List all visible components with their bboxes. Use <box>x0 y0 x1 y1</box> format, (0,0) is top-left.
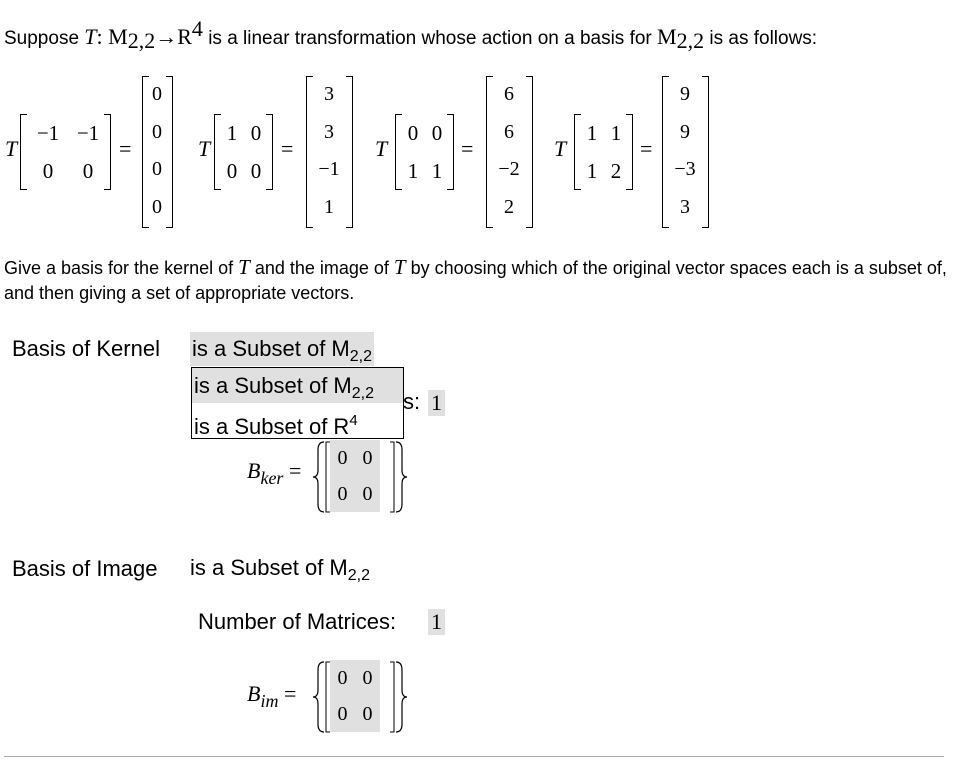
intro-domain-sub: 2,2 <box>127 28 156 53</box>
eq3-m11: 1 <box>431 159 443 183</box>
instructions-T-2: T <box>393 255 406 279</box>
eq3-m10: 1 <box>407 159 419 183</box>
eq1-vector <box>148 76 166 226</box>
intro-pre: Suppose <box>4 28 85 49</box>
instructions-part-3: by choosing which of the original vector spaces each is a subset of, and then giving a set of appropriate vectors. <box>4 258 947 303</box>
intro-post: is as follows: <box>704 28 818 49</box>
eq1-v3: 0 <box>152 195 162 218</box>
eq3-m00: 0 <box>407 121 419 145</box>
image-m10[interactable]: 0 <box>337 703 348 725</box>
eq2-right-bracket <box>266 114 273 190</box>
image-select-text: is a Subset of M <box>190 555 348 580</box>
eq1-v0: 0 <box>152 83 162 105</box>
eq4-T: T <box>554 136 567 161</box>
eq3-v2: −2 <box>498 158 520 180</box>
eq2-v2: −1 <box>318 158 340 180</box>
image-count-input[interactable]: 1 <box>428 609 445 635</box>
eq1-m01: −1 <box>76 121 100 145</box>
option-r4-sup: 4 <box>349 412 358 429</box>
eq2-vector <box>312 76 346 226</box>
eq1-T: T <box>5 136 18 161</box>
kernel-count-label: s: <box>403 389 421 414</box>
eq2-equals: = <box>281 136 294 161</box>
image-basis-B: B <box>247 681 261 706</box>
kernel-count-input[interactable]: 1 <box>428 390 445 416</box>
option-r4-text: is a Subset of R <box>194 414 350 439</box>
eq2-v1: 3 <box>324 120 334 143</box>
kernel-basis-label <box>247 458 301 489</box>
eq1-vec-right-bracket <box>166 76 173 228</box>
kernel-basis-equals: = <box>288 458 302 483</box>
eq4-vec-right-bracket <box>702 76 709 228</box>
bottom-divider <box>4 756 944 757</box>
eq3-v3: 2 <box>504 195 514 218</box>
instructions-T-1: T <box>238 255 250 279</box>
kernel-basis-sub: ker <box>260 468 284 488</box>
option-subset-m22[interactable] <box>192 368 403 403</box>
kernel-label: Basis of Kernel <box>12 336 160 361</box>
eq1-m10: 0 <box>42 159 54 183</box>
intro-arrow: →R <box>155 24 192 49</box>
eq2-v0: 3 <box>324 83 334 105</box>
intro-codomain-sup: 4 <box>191 16 203 41</box>
eq4-v2: −3 <box>674 158 696 180</box>
option-subset-r4[interactable] <box>192 403 403 438</box>
instructions <box>4 255 954 306</box>
eq1-right-bracket <box>104 114 111 190</box>
eq3-T: T <box>375 136 388 161</box>
intro-domain: : M <box>96 24 128 49</box>
image-count-label: Number of Matrices: <box>198 609 397 634</box>
image-m01[interactable]: 0 <box>362 667 373 689</box>
kernel-subset-dropdown[interactable] <box>191 367 404 439</box>
problem-intro <box>4 16 817 54</box>
kernel-select-sub: 2,2 <box>349 348 372 365</box>
eq1-m11: 0 <box>82 159 94 183</box>
kernel-m10[interactable]: 0 <box>337 483 348 505</box>
eq1-v2: 0 <box>152 158 162 180</box>
eq4-m10: 1 <box>586 159 598 183</box>
eq3-v0: 6 <box>504 83 514 105</box>
eq2-v3: 1 <box>324 195 334 218</box>
eq4-v1: 9 <box>680 120 690 143</box>
eq2-matrix <box>220 114 268 190</box>
eq4-m00: 1 <box>586 121 598 145</box>
kernel-matrix-input[interactable] <box>330 440 380 512</box>
option-m22-text: is a Subset of M <box>194 373 352 398</box>
eq2-m01: 0 <box>250 121 262 145</box>
eq3-matrix <box>401 114 449 190</box>
image-matrix-input[interactable] <box>330 660 380 732</box>
eq4-equals: = <box>640 136 653 161</box>
image-basis-sub: im <box>260 691 279 711</box>
eq3-vector <box>492 76 526 226</box>
eq3-v1: 6 <box>504 120 514 143</box>
kernel-subset-select[interactable] <box>190 332 374 366</box>
eq4-vector <box>668 76 702 226</box>
eq4-v0: 9 <box>680 83 690 105</box>
eq1-m00: −1 <box>36 121 60 145</box>
image-select-sub: 2,2 <box>347 567 370 584</box>
eq4-matrix <box>580 114 628 190</box>
kernel-basis-B: B <box>247 458 261 483</box>
instructions-part-1: Give a basis for the kernel of <box>4 258 239 278</box>
eq1-equals: = <box>119 136 132 161</box>
intro-space: M <box>657 24 677 49</box>
image-m00[interactable]: 0 <box>337 667 348 689</box>
eq2-vec-right-bracket <box>346 76 353 228</box>
image-basis-equals: = <box>283 681 297 706</box>
image-m11[interactable]: 0 <box>362 703 373 725</box>
eq3-equals: = <box>461 136 474 161</box>
eq2-m00: 1 <box>226 121 238 145</box>
eq1-left-bracket <box>20 114 27 190</box>
intro-space-sub: 2,2 <box>676 28 705 53</box>
eq4-m11: 2 <box>610 159 622 183</box>
eq2-T: T <box>198 136 211 161</box>
eq3-vec-right-bracket <box>526 76 533 228</box>
kernel-m00[interactable]: 0 <box>337 447 348 469</box>
option-m22-sub: 2,2 <box>351 385 374 402</box>
instructions-part-2: and the image of <box>249 258 394 278</box>
eq3-right-bracket <box>447 114 454 190</box>
kernel-select-text: is a Subset of M <box>192 336 350 361</box>
eq2-m10: 0 <box>226 159 238 183</box>
eq2-m11: 0 <box>250 159 262 183</box>
eq4-right-bracket <box>626 114 633 190</box>
eq4-m01: 1 <box>610 121 622 145</box>
intro-mid: is a linear transformation whose action on a basis for <box>202 28 658 49</box>
eq4-v3: 3 <box>680 195 690 218</box>
image-subset-select[interactable] <box>190 551 370 585</box>
eq3-m01: 0 <box>431 121 443 145</box>
kernel-m11[interactable]: 0 <box>362 483 373 505</box>
kernel-m01[interactable]: 0 <box>362 447 373 469</box>
image-basis-label <box>247 681 296 712</box>
eq1-v1: 0 <box>152 120 162 143</box>
intro-T: T <box>84 24 97 49</box>
eq1-matrix <box>28 114 108 190</box>
image-label: Basis of Image <box>12 556 158 581</box>
